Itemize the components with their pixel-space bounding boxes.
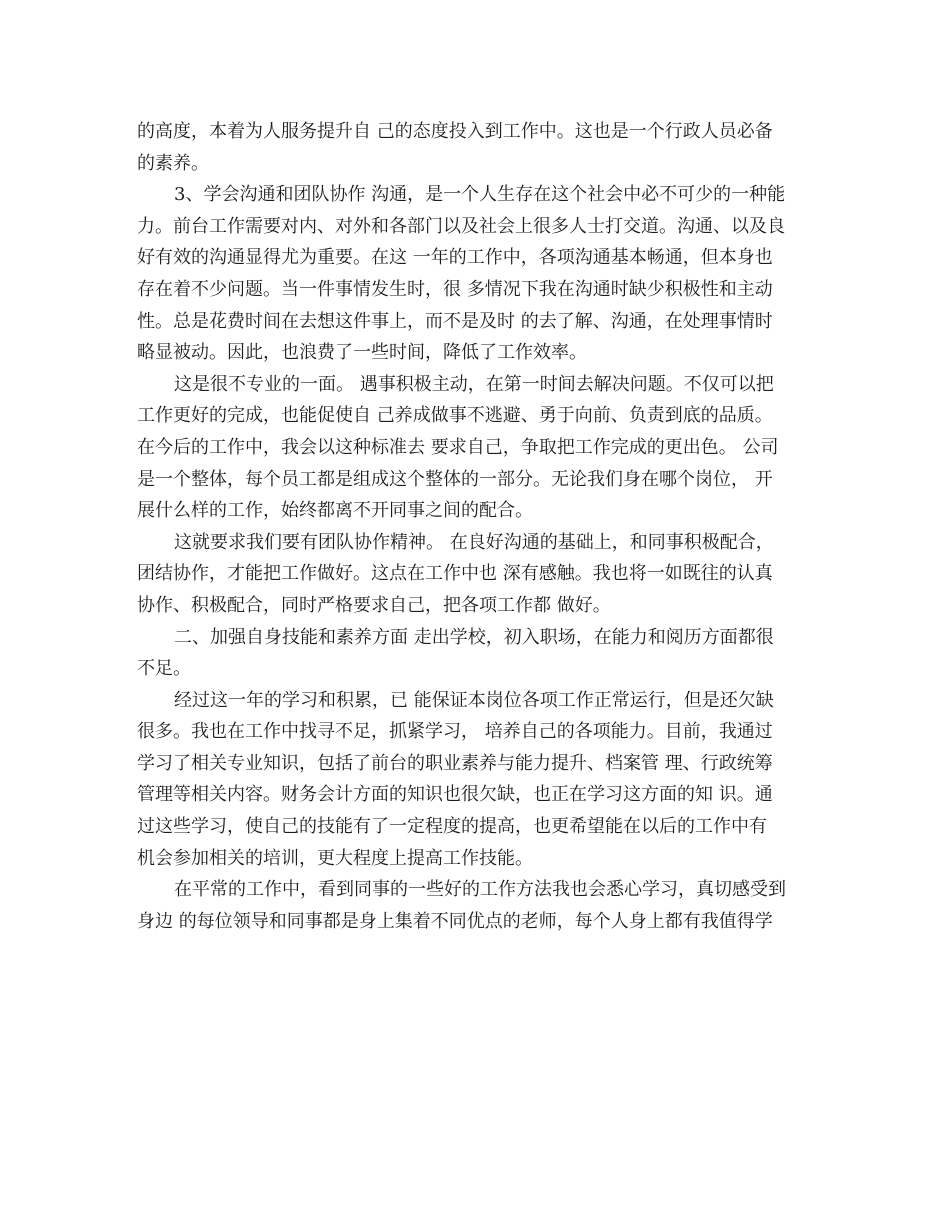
text-line: 机会参加相关的培训，更大程度上提高工作技能。 [137, 847, 533, 869]
text-line: 在今后的工作中，我会以这种标准去 要求自己，争取把工作完成的更出色。 公司 [137, 436, 779, 458]
text-line: 3、学会沟通和团队协作 沟通，是一个人生存在这个社会中必不可少的一种能 [174, 184, 786, 206]
text-line: 过这些学习，使自己的技能有了一定程度的提高，也更希望能在以后的工作中有 [137, 816, 767, 838]
text-line: 很多。我也在工作中找寻不足，抓紧学习， 培养自己的各项能力。目前，我通过 [137, 721, 773, 743]
text-line: 经过这一年的学习和积累，已 能保证本岗位各项工作正常运行，但是还欠缺 [174, 689, 774, 711]
text-line: 学习了相关专业知识，包括了前台的职业素养与能力提升、档案管 理、行政统筹 [137, 752, 773, 774]
text-line: 略显被动。因此，也浪费了一些时间，降低了工作效率。 [137, 342, 587, 364]
text-line: 性。总是花费时间在去想这件事上，而不是及时 的去了解、沟通，在处理事情时 [137, 310, 773, 332]
text-line: 力。前台工作需要对内、对外和各部门以及社会上很多人士打交道。沟通、以及良 [137, 215, 785, 237]
text-line: 这就要求我们要有团队协作精神。 在良好沟通的基础上，和同事积极配合， [174, 531, 774, 553]
text-line: 存在着不少问题。当一件事情发生时，很 多情况下我在沟通时缺少积极性和主动 [137, 278, 773, 300]
body-text [137, 116, 813, 937]
text-line: 的高度，本着为人服务提升自 己的态度投入到工作中。这也是一个行政人员必备 [137, 121, 773, 142]
text-line: 协作、积极配合，同时严格要求自己，把各项工作都 做好。 [137, 594, 611, 616]
text-line: 展什么样的工作，始终都离不开同事之间的配合。 [137, 500, 533, 522]
text-line: 不足。 [137, 658, 191, 680]
text-line: 是一个整体，每个员工都是组成这个整体的一部分。无论我们身在哪个岗位， 开 [137, 468, 773, 490]
text-line: 工作更好的完成，也能促使自 己养成做事不逃避、勇于向前、负责到底的品质。 [137, 405, 773, 427]
text-line: 身边 的每位领导和同事都是身上集着不同优点的老师，每个人身上都有我值得学 [137, 910, 773, 932]
text-line: 团结协作，才能把工作做好。这点在工作中也 深有感触。我也将一如既往的认真 [137, 563, 773, 585]
text-line: 好有效的沟通显得尤为重要。在这 一年的工作中，各项沟通基本畅通，但本身也 [137, 247, 773, 269]
text-line: 的素养。 [137, 152, 209, 174]
text-line: 管理等相关内容。财务会计方面的知识也很欠缺，也正在学习这方面的知 识。通 [137, 784, 773, 806]
text-line: 这是很不专业的一面。 遇事积极主动，在第一时间去解决问题。不仅可以把 [174, 373, 774, 395]
text-line: 在平常的工作中，看到同事的一些好的工作方法我也会悉心学习，真切感受到 [174, 879, 786, 901]
text-line: 二、加强自身技能和素养方面 走出学校，初入职场，在能力和阅历方面都很 [174, 626, 774, 648]
